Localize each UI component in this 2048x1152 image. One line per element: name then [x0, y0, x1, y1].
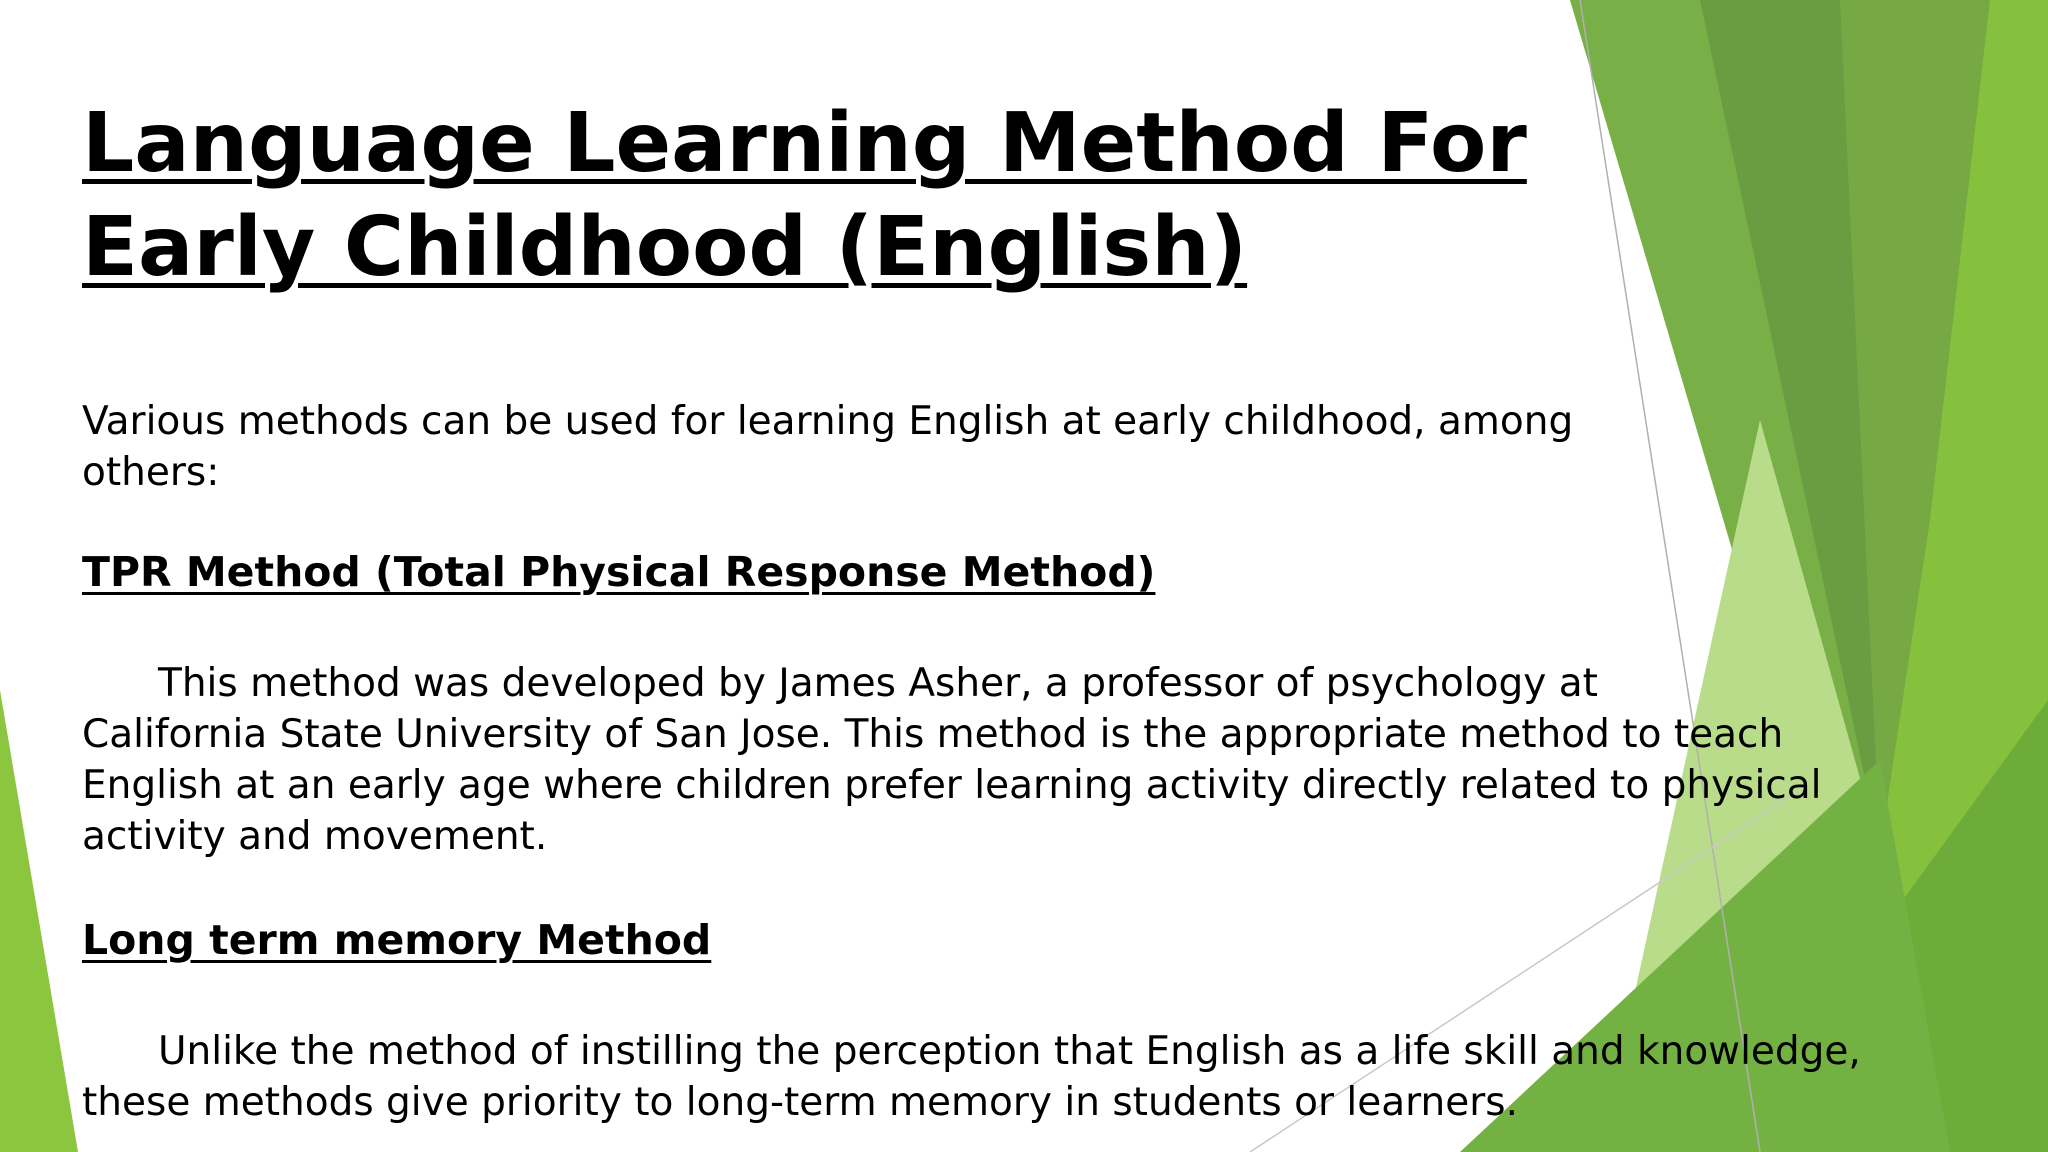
tpr-line-1 — [82, 658, 1882, 709]
slide-content — [82, 92, 1882, 1125]
section-heading-tpr: TPR Method (Total Physical Response Method) — [82, 548, 1156, 596]
tpr-line-3: English at an early age where children prefer learning activity directly related to physical — [82, 763, 1822, 808]
slide-title: Language Learning Method For Early Childhood (English) — [82, 96, 1527, 295]
deco-left-triangle — [0, 690, 78, 1152]
section-body-tpr — [82, 658, 1882, 862]
tpr-line-2: California State University of San Jose. This method is the appropriate method to teach — [82, 712, 1784, 757]
intro-text: Various methods can be used for learning English at early childhood, among others: — [82, 399, 1574, 495]
memory-line-1-text: Unlike the method of instilling the perception that English as a life skill and knowledge, — [158, 1029, 1861, 1074]
section-body-memory — [82, 1026, 1882, 1128]
memory-line-1 — [82, 1026, 1882, 1077]
memory-line-2: these methods give priority to long-term memory in students or learners. — [82, 1080, 1518, 1125]
tpr-line-1-text: This method was developed by James Asher, a professor of psychology at — [158, 661, 1598, 706]
section-heading-memory: Long term memory Method — [82, 916, 712, 964]
tpr-line-4: activity and movement. — [82, 814, 548, 859]
